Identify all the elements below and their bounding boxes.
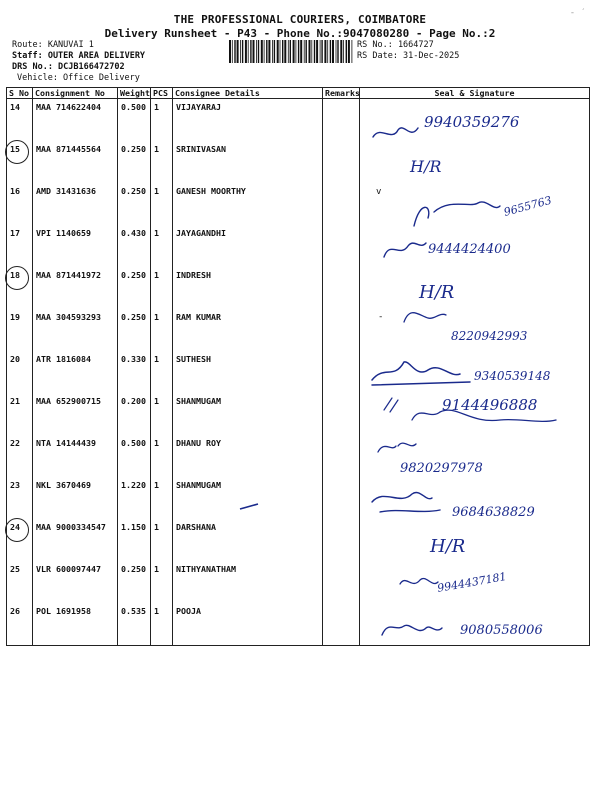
barcode-bar	[336, 40, 337, 63]
cell-consignment: MAA 714622404	[33, 99, 118, 142]
barcode-bar	[337, 40, 338, 63]
table-row	[7, 393, 590, 435]
cell-remarks	[323, 393, 360, 435]
route-label: Route: KANUVAI 1	[12, 40, 94, 50]
cell-weight: 0.250	[118, 309, 151, 351]
hr-18: H/R	[419, 282, 455, 303]
table-row	[7, 183, 590, 225]
cell-remarks	[323, 183, 360, 225]
col-consignee: Consignee Details	[173, 88, 323, 99]
cell-sno: 18	[7, 267, 33, 309]
barcode-bar	[256, 40, 257, 63]
cell-consignment: MAA 304593293	[33, 309, 118, 351]
barcode-bar	[296, 40, 297, 63]
row-15-circle	[5, 140, 29, 164]
cell-weight: 0.500	[118, 435, 151, 477]
cell-consignee: SHANMUGAM	[173, 477, 323, 519]
barcode-bar	[253, 40, 255, 63]
corner-mark: - ′	[569, 8, 586, 18]
barcode-bar	[264, 40, 265, 63]
phone-25: 9944437181	[436, 569, 508, 595]
barcode-bar	[284, 40, 286, 63]
barcode-bar	[316, 40, 318, 63]
cell-consignment: POL 1691958	[33, 603, 118, 646]
barcode-bar	[304, 40, 305, 63]
cell-sno: 25	[7, 561, 33, 603]
barcode-bar	[258, 40, 259, 63]
cell-weight: 0.330	[118, 351, 151, 393]
cell-consignment: MAA 871445564	[33, 141, 118, 183]
cell-signature	[360, 477, 590, 519]
barcode-bar	[330, 40, 331, 63]
cell-consignment: NKL 3670469	[33, 477, 118, 519]
cell-weight: 0.430	[118, 225, 151, 267]
cell-pcs: 1	[151, 477, 173, 519]
cell-consignment: MAA 9000334547	[33, 519, 118, 561]
cell-consignment: VPI 1140659	[33, 225, 118, 267]
cell-signature	[360, 99, 590, 142]
cell-sno: 19	[7, 309, 33, 351]
cell-pcs: 1	[151, 267, 173, 309]
barcode-bar	[348, 40, 350, 63]
cell-pcs: 1	[151, 141, 173, 183]
barcode-bar	[352, 40, 353, 63]
cell-sno: 14	[7, 99, 33, 142]
table-row	[7, 267, 590, 309]
cell-pcs: 1	[151, 435, 173, 477]
cell-signature	[360, 225, 590, 267]
cell-weight: 0.250	[118, 183, 151, 225]
table-row	[7, 435, 590, 477]
barcode-bar	[232, 40, 233, 63]
phone-20: 9340539148	[474, 369, 551, 383]
col-pcs: PCS	[151, 88, 173, 99]
table-row	[7, 309, 590, 351]
cell-consignee: SHANMUGAM	[173, 393, 323, 435]
barcode-bar	[309, 40, 311, 63]
barcode-bar	[343, 40, 344, 63]
meta-left	[12, 40, 145, 84]
cell-sno: 23	[7, 477, 33, 519]
barcode-bar	[272, 40, 273, 63]
col-signature: Seal & Signature	[360, 88, 590, 99]
barcode-bar	[248, 40, 249, 63]
cell-pcs: 1	[151, 225, 173, 267]
cell-pcs: 1	[151, 519, 173, 561]
cell-sno: 20	[7, 351, 33, 393]
barcode-bar	[280, 40, 281, 63]
col-remarks: Remarks	[323, 88, 360, 99]
meta-right	[357, 40, 459, 62]
cell-signature	[360, 393, 590, 435]
cell-consignment: ATR 1816084	[33, 351, 118, 393]
barcode-bar	[340, 40, 342, 63]
cell-weight: 1.150	[118, 519, 151, 561]
barcode-bar	[314, 40, 315, 63]
cell-signature	[360, 351, 590, 393]
cell-remarks	[323, 561, 360, 603]
cell-pcs: 1	[151, 603, 173, 646]
cell-sno: 15	[7, 141, 33, 183]
barcode-bar	[321, 40, 322, 63]
phone-16: 9655763	[502, 193, 554, 219]
barcode-bar	[274, 40, 275, 63]
barcode-bar	[306, 40, 307, 63]
cell-remarks	[323, 435, 360, 477]
barcode-bar	[293, 40, 295, 63]
barcode-bar	[346, 40, 347, 63]
table-row	[7, 603, 590, 646]
row-18-circle	[5, 266, 29, 290]
barcode-bar	[240, 40, 241, 63]
phone-19: 8220942993	[451, 329, 528, 343]
barcode-bar	[324, 40, 326, 63]
runsheet-subtitle: Delivery Runsheet - P43 - Phone No.:9047080280 - Page No.:2	[104, 27, 496, 40]
cell-remarks	[323, 99, 360, 142]
table-row	[7, 141, 590, 183]
phone-21: 9144496888	[442, 396, 538, 414]
cell-sno: 24	[7, 519, 33, 561]
cell-consignee: SUTHESH	[173, 351, 323, 393]
cell-consignee: GANESH MOORTHY	[173, 183, 323, 225]
row-24-circle	[5, 518, 29, 542]
cell-weight: 0.250	[118, 561, 151, 603]
barcode-bar	[298, 40, 299, 63]
cell-consignee: DARSHANA	[173, 519, 323, 561]
cell-remarks	[323, 309, 360, 351]
cell-sno: 21	[7, 393, 33, 435]
phone-22: 9820297978	[400, 461, 483, 476]
barcode-bar	[282, 40, 283, 63]
barcode-bar	[300, 40, 302, 63]
cell-consignment: VLR 600097447	[33, 561, 118, 603]
cell-consignee: VIJAYARAJ	[173, 99, 323, 142]
cell-signature	[360, 519, 590, 561]
cell-pcs: 1	[151, 309, 173, 351]
cell-remarks	[323, 603, 360, 646]
cell-pcs: 1	[151, 351, 173, 393]
barcode-bar	[234, 40, 235, 63]
barcode-bar	[320, 40, 321, 63]
cell-remarks	[323, 267, 360, 309]
cell-consignment: AMD 31431636	[33, 183, 118, 225]
cell-consignment: MAA 871441972	[33, 267, 118, 309]
cell-signature	[360, 309, 590, 351]
barcode-bar	[229, 40, 231, 63]
cell-consignee: INDRESH	[173, 267, 323, 309]
cell-sno: 22	[7, 435, 33, 477]
cell-signature	[360, 141, 590, 183]
barcode-bar	[266, 40, 267, 63]
phone-24: 9684638829	[452, 505, 535, 520]
phone-26: 9080558006	[460, 623, 543, 638]
table-row	[7, 477, 590, 519]
cell-consignment: NTA 14144439	[33, 435, 118, 477]
cell-remarks	[323, 351, 360, 393]
barcode-bar	[268, 40, 270, 63]
remark-dot-19: -	[378, 312, 384, 322]
cell-remarks	[323, 519, 360, 561]
cell-remarks	[323, 141, 360, 183]
cell-remarks	[323, 477, 360, 519]
cell-signature	[360, 603, 590, 646]
cell-pcs: 1	[151, 393, 173, 435]
barcode-image	[229, 40, 354, 63]
table-row	[7, 225, 590, 267]
barcode-bar	[327, 40, 328, 63]
cell-weight: 0.250	[118, 141, 151, 183]
cell-weight: 0.250	[118, 267, 151, 309]
col-weight: Weight	[118, 88, 151, 99]
barcode-bar	[237, 40, 239, 63]
staff-label: Staff: OUTER AREA DELIVERY	[12, 51, 146, 61]
cell-weight: 0.500	[118, 99, 151, 142]
table-row	[7, 351, 590, 393]
barcode-bar	[290, 40, 291, 63]
barcode-bar	[277, 40, 279, 63]
cell-consignee: NITHYANATHAM	[173, 561, 323, 603]
cell-consignee: JAYAGANDHI	[173, 225, 323, 267]
cell-consignee: DHANU ROY	[173, 435, 323, 477]
barcode-bar	[242, 40, 243, 63]
rs-number: RS No.: 1664727	[357, 40, 434, 50]
runsheet-table	[6, 87, 590, 646]
phone-17: 9444424400	[428, 242, 511, 257]
barcode-bar	[261, 40, 263, 63]
cell-signature	[360, 561, 590, 603]
cell-weight: 0.535	[118, 603, 151, 646]
col-consignment: Consignment No	[33, 88, 118, 99]
remark-tick-16: v	[376, 187, 382, 197]
cell-sno: 16	[7, 183, 33, 225]
cell-sno: 17	[7, 225, 33, 267]
col-sno: S No	[7, 88, 33, 99]
table-row	[7, 561, 590, 603]
barcode-bar	[332, 40, 334, 63]
cell-remarks	[323, 225, 360, 267]
cell-signature	[360, 183, 590, 225]
table-header-row	[7, 88, 590, 99]
drs-label: DRS No.: DCJB166472702	[12, 62, 125, 72]
cell-weight: 1.220	[118, 477, 151, 519]
cell-consignment: MAA 652900715	[33, 393, 118, 435]
cell-signature	[360, 267, 590, 309]
cell-weight: 0.200	[118, 393, 151, 435]
rs-date: RS Date: 31-Dec-2025	[357, 51, 460, 61]
barcode-bar	[311, 40, 312, 63]
table-row	[7, 99, 590, 142]
company-title: THE PROFESSIONAL COURIERS, COIMBATORE	[173, 13, 427, 26]
cell-sno: 26	[7, 603, 33, 646]
phone-14: 9940359276	[424, 113, 520, 131]
table-row	[7, 519, 590, 561]
vehicle-label: Vehicle: Office Delivery	[17, 73, 140, 83]
hr-15: H/R	[410, 157, 442, 176]
barcode-bar	[245, 40, 247, 63]
barcode-bar	[250, 40, 251, 63]
cell-pcs: 1	[151, 99, 173, 142]
barcode-bar	[288, 40, 289, 63]
cell-consignee: POOJA	[173, 603, 323, 646]
cell-consignee: SRINIVASAN	[173, 141, 323, 183]
hr-24: H/R	[430, 536, 466, 557]
cell-pcs: 1	[151, 561, 173, 603]
cell-signature	[360, 435, 590, 477]
cell-pcs: 1	[151, 183, 173, 225]
cell-consignee: RAM KUMAR	[173, 309, 323, 351]
